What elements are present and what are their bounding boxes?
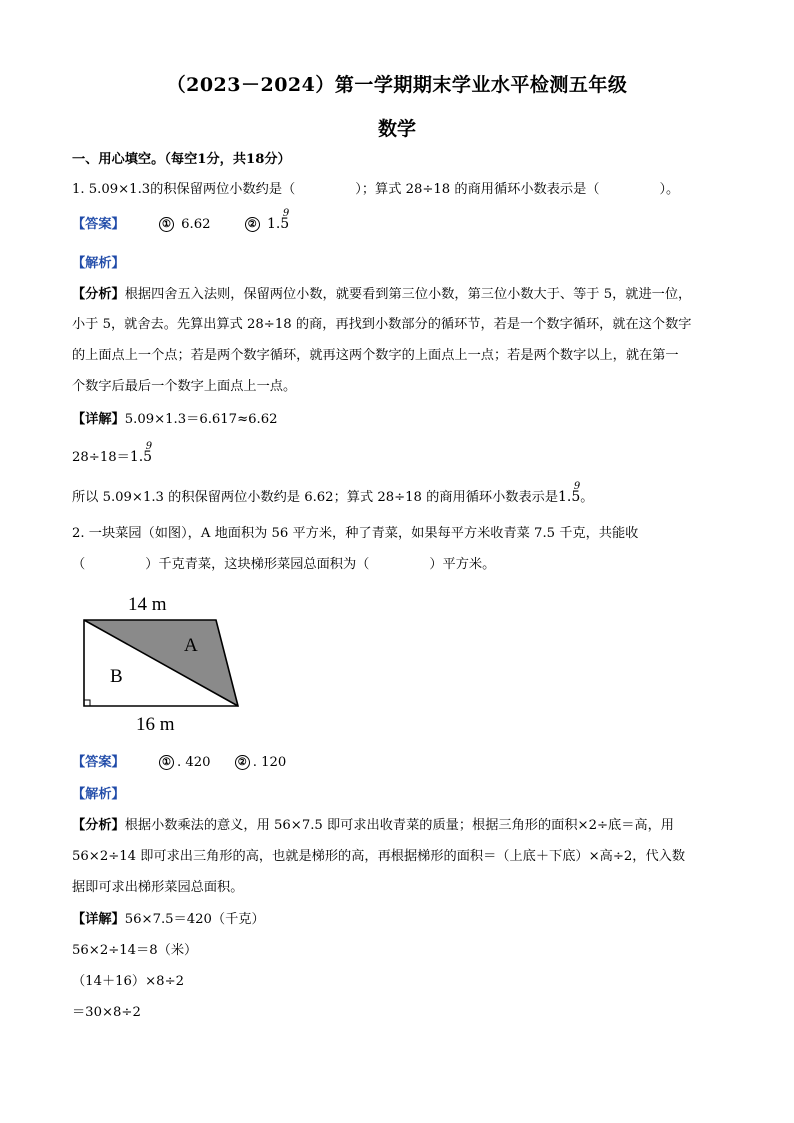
q2-answer-1: . 420: [176, 755, 211, 770]
q2-fenxi-line-3: 据即可求出梯形菜园总面积。: [72, 880, 244, 895]
q1-fenxi-line-4: 个数字后最后一个数字上面点上一点。: [72, 379, 297, 394]
fenxi-tag: 【分析】: [72, 818, 125, 833]
detail-tag: 【详解】: [72, 912, 125, 927]
q1-analysis-tag: 【解析】: [72, 256, 125, 271]
circled-two: ②: [235, 755, 250, 770]
bottom-base-label: 16 m: [136, 714, 175, 735]
q2-question-line-1: 2. 一块菜园（如图），A 地面积为 56 平方米，种了青菜，如果每平方米收青菜 7.5 千克，共能收: [72, 526, 639, 541]
doc-title: （2023－2024）第一学期期末学业水平检测五年级: [166, 74, 628, 96]
repeating-dot: 9: [145, 441, 153, 452]
q2-detail-line-1: 【详解】56×7.5＝420（千克）: [72, 912, 265, 927]
label-a: A: [184, 635, 198, 656]
q1-fenxi-line-2: 小于 5，就舍去。先算出算式 28÷18 的商，再找到小数部分的循环节，若是一个数字循环，就在这个数字: [72, 317, 692, 332]
label-b: B: [110, 666, 123, 687]
q2-detail-line-2: 56×2÷14＝8（米）: [72, 943, 198, 958]
q2-answer: [72, 753, 732, 773]
q1-text-a: 1. 5.09×1.3的积保留两位小数约是（: [72, 182, 296, 197]
q1-fenxi-line-1: 【分析】根据四舍五入法则，保留两位小数，就要看到第三位小数，第三位小数大于、等于 5，就进一位，: [72, 287, 692, 302]
q2-question-line-2: （ ）千克青菜，这块梯形菜园总面积为（ ）平方米。: [72, 557, 496, 572]
q1-answer: [72, 208, 732, 235]
repeating-dot: 9: [573, 481, 581, 492]
section-heading: 一、用心填空。（每空1分，共18分）: [72, 152, 291, 167]
q2-fenxi-line-2: 56×2÷14 即可求出三角形的高，也就是梯形的高，再根据梯形的面积＝（上底＋下底）×高÷2，代入数: [72, 849, 686, 864]
q1-text-c: ）。: [659, 182, 680, 197]
circled-two: ②: [245, 217, 260, 232]
q1-question: [72, 180, 732, 200]
q1-detail-line-2: 28÷18＝1.5 9: [72, 447, 732, 468]
answer-tag: 【答案】: [72, 217, 125, 232]
repeating-decimal: 1.5 9: [130, 447, 152, 467]
repeating-decimal: 1.5 9: [558, 487, 580, 507]
top-base-label: 14 m: [128, 594, 167, 615]
q2-fenxi-line-1: 【分析】根据小数乘法的意义，用 56×7.5 即可求出收青菜的质量；根据三角形的面积×2÷底＝高，用: [72, 818, 674, 833]
q1-answer-1: 6.62: [181, 217, 211, 232]
q2-analysis-tag: 【解析】: [72, 787, 125, 802]
q1-detail-line-3: 所以 5.09×1.3 的积保留两位小数约是 6.62；算式 28÷18 的商用循环小数表示是1.5 9 。: [72, 487, 732, 508]
q2-answer-2: . 120: [252, 755, 287, 770]
repeating-dot: 9: [282, 208, 290, 219]
circled-one: ①: [159, 755, 174, 770]
fenxi-tag: 【分析】: [72, 287, 125, 302]
doc-subject: 数学: [377, 118, 416, 140]
answer-tag: 【答案】: [72, 755, 125, 770]
q2-detail-line-3: （14＋16）×8÷2: [72, 974, 185, 989]
detail-tag: 【详解】: [72, 412, 125, 427]
right-angle-mark: [84, 700, 90, 706]
q2-detail-line-4: ＝30×8÷2: [72, 1005, 141, 1020]
q1-answer-2: 1.5 9: [267, 214, 289, 234]
trapezoid-figure: [78, 588, 248, 738]
q1-text-b: ）；算式 28÷18 的商用循环小数表示是（: [355, 182, 600, 197]
circled-one: ①: [159, 217, 174, 232]
q1-detail-line-1: 【详解】5.09×1.3＝6.617≈6.62: [72, 412, 278, 427]
q1-fenxi-line-3: 的上面点上一个点；若是两个数字循环，就再这两个数字的上面点上一点；若是两个数字以上，就在第一: [72, 348, 679, 363]
